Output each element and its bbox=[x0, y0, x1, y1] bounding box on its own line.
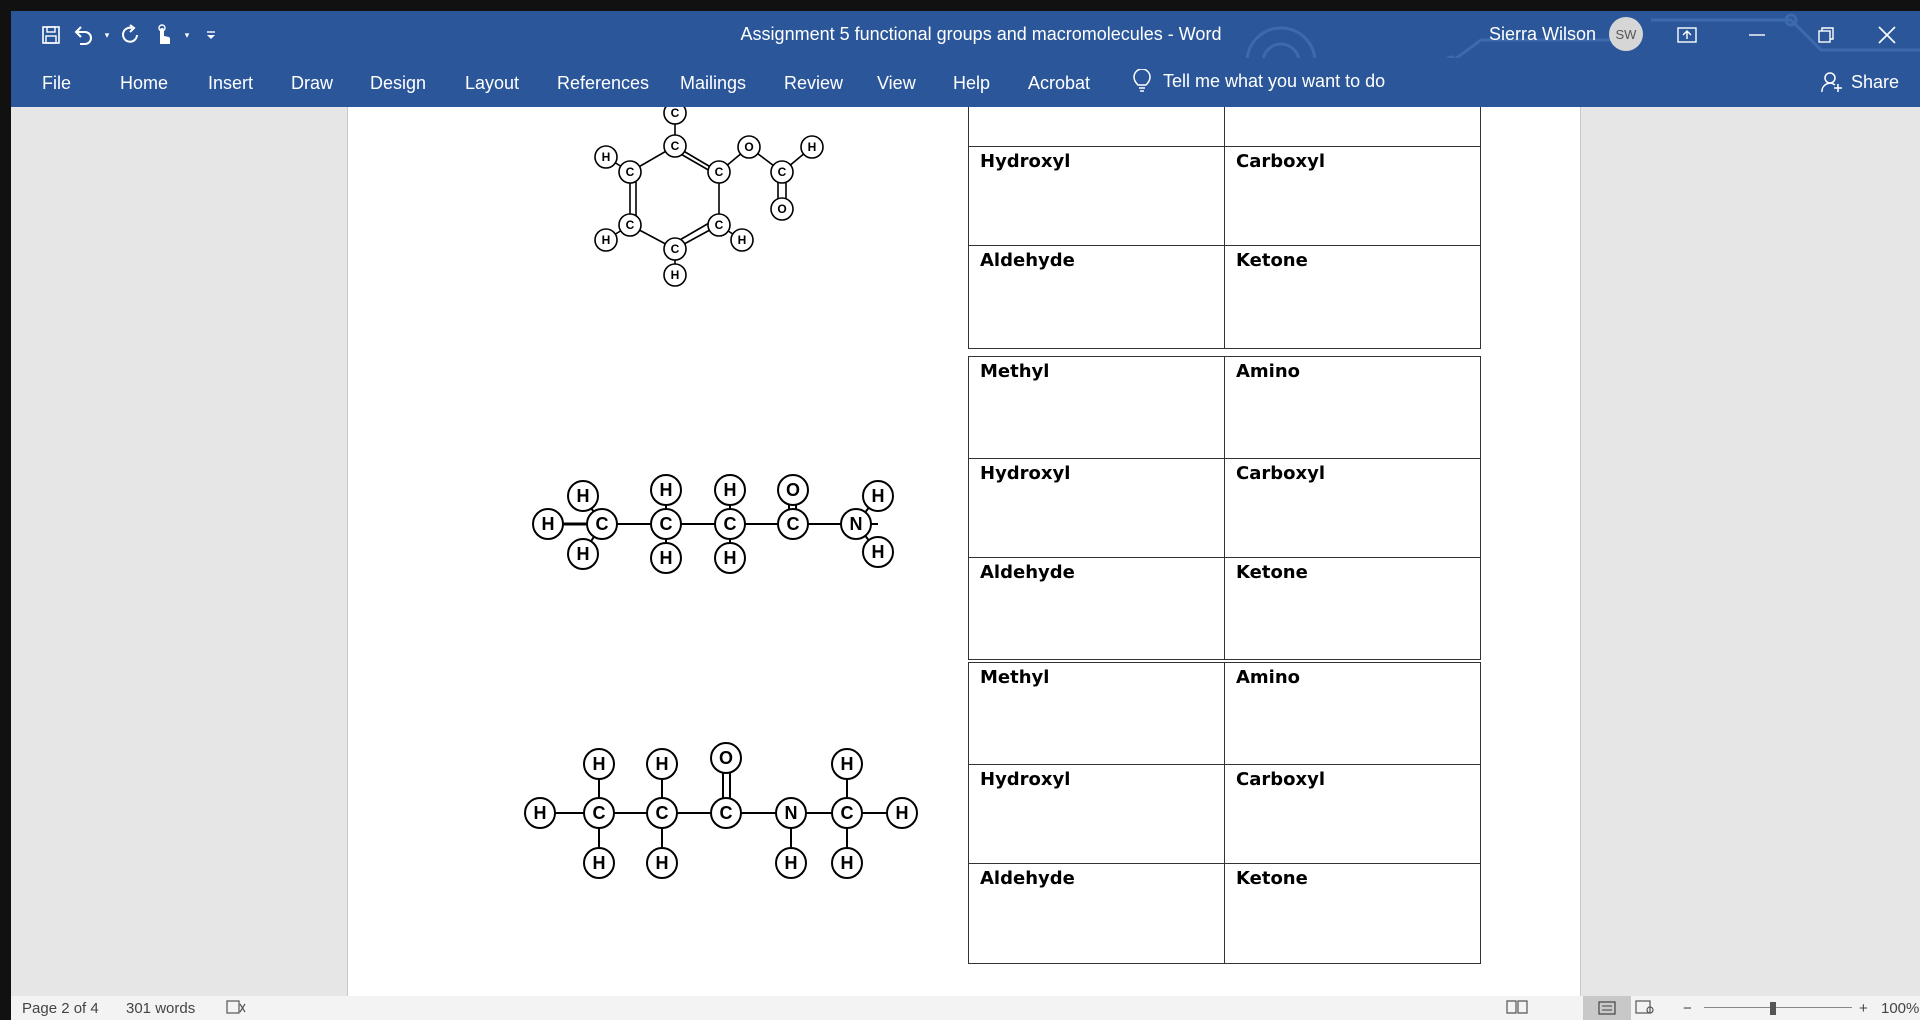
atom-label: O bbox=[718, 748, 734, 768]
avatar[interactable]: SW bbox=[1609, 17, 1643, 51]
atom-label: H bbox=[576, 486, 590, 506]
window-frame-left bbox=[0, 0, 11, 1020]
table-row bbox=[969, 459, 1481, 558]
table-cell[interactable]: Carboxyl bbox=[1225, 765, 1481, 864]
atom-label: C bbox=[670, 242, 680, 256]
redo-icon[interactable] bbox=[117, 22, 145, 48]
tab-home[interactable]: Home bbox=[120, 73, 169, 93]
restore-icon[interactable] bbox=[1793, 11, 1859, 58]
tab-help[interactable]: Help bbox=[953, 73, 991, 93]
table-cell[interactable]: Carboxyl bbox=[1225, 147, 1481, 246]
atom-label: H bbox=[807, 140, 817, 154]
table-cell[interactable]: Carboxyl bbox=[1225, 459, 1481, 558]
molecule-amide-chain[interactable] bbox=[538, 452, 918, 582]
table-row bbox=[969, 663, 1481, 765]
read-mode-icon[interactable] bbox=[1506, 1000, 1528, 1018]
table-cell[interactable]: Hydroxyl bbox=[969, 147, 1225, 246]
tab-review[interactable]: Review bbox=[784, 73, 844, 93]
share-person-icon bbox=[1821, 71, 1843, 93]
molecule-aromatic-ester[interactable] bbox=[598, 107, 838, 342]
atom-label: H bbox=[601, 233, 611, 247]
status-bar bbox=[11, 996, 1920, 1020]
table-cell[interactable] bbox=[1225, 107, 1481, 147]
atom-label: C bbox=[625, 165, 635, 179]
atom-label: H bbox=[541, 514, 555, 534]
table-cell[interactable]: Methyl bbox=[969, 663, 1225, 765]
atom-label: H bbox=[592, 754, 606, 774]
zoom-slider[interactable] bbox=[1704, 1007, 1852, 1008]
atom-label: H bbox=[533, 803, 547, 823]
functional-group-table-1[interactable] bbox=[968, 107, 1481, 349]
molecule-n-methyl-amide[interactable] bbox=[528, 742, 948, 892]
atom-label: O bbox=[777, 202, 787, 216]
atom-label: H bbox=[655, 754, 669, 774]
functional-group-table-2[interactable] bbox=[968, 356, 1481, 660]
atom-label: H bbox=[723, 548, 737, 568]
table-row bbox=[969, 107, 1481, 147]
atom-label: C bbox=[786, 514, 800, 534]
atom-label: N bbox=[784, 803, 798, 823]
undo-icon[interactable] bbox=[69, 22, 97, 48]
table-cell[interactable]: Amino bbox=[1225, 663, 1481, 765]
tell-me-box[interactable] bbox=[1133, 69, 1385, 93]
atom-label: H bbox=[737, 233, 747, 247]
document-page[interactable] bbox=[347, 107, 1581, 996]
atom-label: C bbox=[777, 165, 787, 179]
tell-me-text: Tell me what you want to do bbox=[1163, 70, 1386, 91]
save-icon[interactable] bbox=[37, 22, 65, 48]
atom-label: H bbox=[659, 548, 673, 568]
document-title: Assignment 5 functional groups and macromolecules - Word bbox=[740, 24, 1222, 44]
atom-label: H bbox=[871, 542, 885, 562]
table-cell[interactable]: Methyl bbox=[969, 357, 1225, 459]
zoom-out-icon[interactable]: − bbox=[1683, 1000, 1692, 1017]
atom-label: C bbox=[840, 803, 854, 823]
atom-label: H bbox=[895, 803, 909, 823]
tab-design[interactable]: Design bbox=[370, 73, 427, 93]
table-cell[interactable]: Amino bbox=[1225, 357, 1481, 459]
atom-label: H bbox=[601, 150, 611, 164]
atom-label: H bbox=[659, 480, 673, 500]
atom-label: C bbox=[670, 139, 680, 153]
tab-references[interactable]: References bbox=[557, 73, 650, 93]
atom-label: N bbox=[849, 514, 863, 534]
atom-label: H bbox=[592, 853, 606, 873]
ribbon-display-icon[interactable] bbox=[1654, 11, 1720, 58]
functional-group-table-3[interactable] bbox=[968, 662, 1481, 964]
print-layout-icon[interactable] bbox=[1583, 996, 1631, 1020]
document-workspace[interactable] bbox=[11, 107, 1920, 996]
table-row bbox=[969, 558, 1481, 660]
atom-label: O bbox=[744, 140, 754, 154]
page-count[interactable]: Page 2 of 4 bbox=[22, 1000, 99, 1017]
atom-label: H bbox=[784, 853, 798, 873]
atom-label: O bbox=[785, 480, 801, 500]
lightbulb-icon bbox=[1133, 69, 1151, 93]
table-cell[interactable]: Aldehyde bbox=[969, 558, 1225, 660]
table-cell[interactable]: Hydroxyl bbox=[969, 765, 1225, 864]
atom-label: C bbox=[595, 514, 609, 534]
window-frame-top bbox=[0, 0, 1920, 11]
atom-label: C bbox=[659, 514, 673, 534]
table-cell[interactable]: Ketone bbox=[1225, 246, 1481, 349]
quick-access-toolbar bbox=[37, 22, 225, 48]
title-bar bbox=[11, 11, 1920, 58]
atom-label: H bbox=[840, 754, 854, 774]
atom-label: C bbox=[723, 514, 737, 534]
table-row bbox=[969, 147, 1481, 246]
tab-view[interactable]: View bbox=[877, 73, 916, 93]
table-row bbox=[969, 765, 1481, 864]
atom-label: C bbox=[625, 218, 635, 232]
proofing-icon[interactable] bbox=[226, 1000, 246, 1018]
table-cell[interactable]: Aldehyde bbox=[969, 864, 1225, 964]
undo-dropdown-icon[interactable]: ▾ bbox=[104, 29, 110, 40]
tab-layout[interactable]: Layout bbox=[465, 73, 520, 93]
zoom-in-icon[interactable]: + bbox=[1859, 1000, 1868, 1017]
minimize-icon[interactable] bbox=[1724, 11, 1790, 58]
zoom-slider-thumb[interactable] bbox=[1770, 1002, 1776, 1015]
zoom-level[interactable]: 100% bbox=[1881, 1000, 1920, 1017]
tab-insert[interactable]: Insert bbox=[208, 73, 254, 93]
atom-label: H bbox=[871, 486, 885, 506]
table-row bbox=[969, 864, 1481, 964]
touch-mode-dropdown-icon[interactable]: ▾ bbox=[184, 29, 190, 40]
table-cell[interactable]: Hydroxyl bbox=[969, 459, 1225, 558]
tab-draw[interactable]: Draw bbox=[291, 73, 334, 93]
table-cell[interactable]: Ketone bbox=[1225, 558, 1481, 660]
atom-label: H bbox=[655, 853, 669, 873]
table-cell[interactable]: Aldehyde bbox=[969, 246, 1225, 349]
user-name[interactable]: Sierra Wilson bbox=[1488, 24, 1596, 44]
tab-acrobat[interactable]: Acrobat bbox=[1028, 73, 1091, 93]
atom-label: C bbox=[719, 803, 733, 823]
share-button[interactable] bbox=[1821, 71, 1899, 93]
web-layout-icon[interactable] bbox=[1635, 1000, 1655, 1018]
tab-file[interactable]: File bbox=[42, 73, 72, 93]
atom-label: C bbox=[714, 218, 724, 232]
table-row bbox=[969, 357, 1481, 459]
atom-label: H bbox=[670, 268, 680, 282]
share-label: Share bbox=[1851, 71, 1900, 92]
atom-label: C bbox=[714, 165, 724, 179]
tab-mailings[interactable]: Mailings bbox=[680, 73, 747, 93]
atom-label: H bbox=[840, 853, 854, 873]
touch-mode-icon[interactable] bbox=[149, 22, 177, 48]
table-row bbox=[969, 246, 1481, 349]
atom-label: C bbox=[670, 106, 680, 120]
table-cell[interactable] bbox=[969, 107, 1225, 147]
table-cell[interactable]: Ketone bbox=[1225, 864, 1481, 964]
atom-label: H bbox=[723, 480, 737, 500]
ribbon-tabs bbox=[11, 58, 1920, 107]
word-count[interactable]: 301 words bbox=[126, 1000, 196, 1017]
customize-icon[interactable] bbox=[197, 22, 225, 48]
close-icon[interactable] bbox=[1854, 11, 1920, 58]
atom-label: C bbox=[655, 803, 669, 823]
atom-label: H bbox=[576, 544, 590, 564]
atom-label: C bbox=[592, 803, 606, 823]
